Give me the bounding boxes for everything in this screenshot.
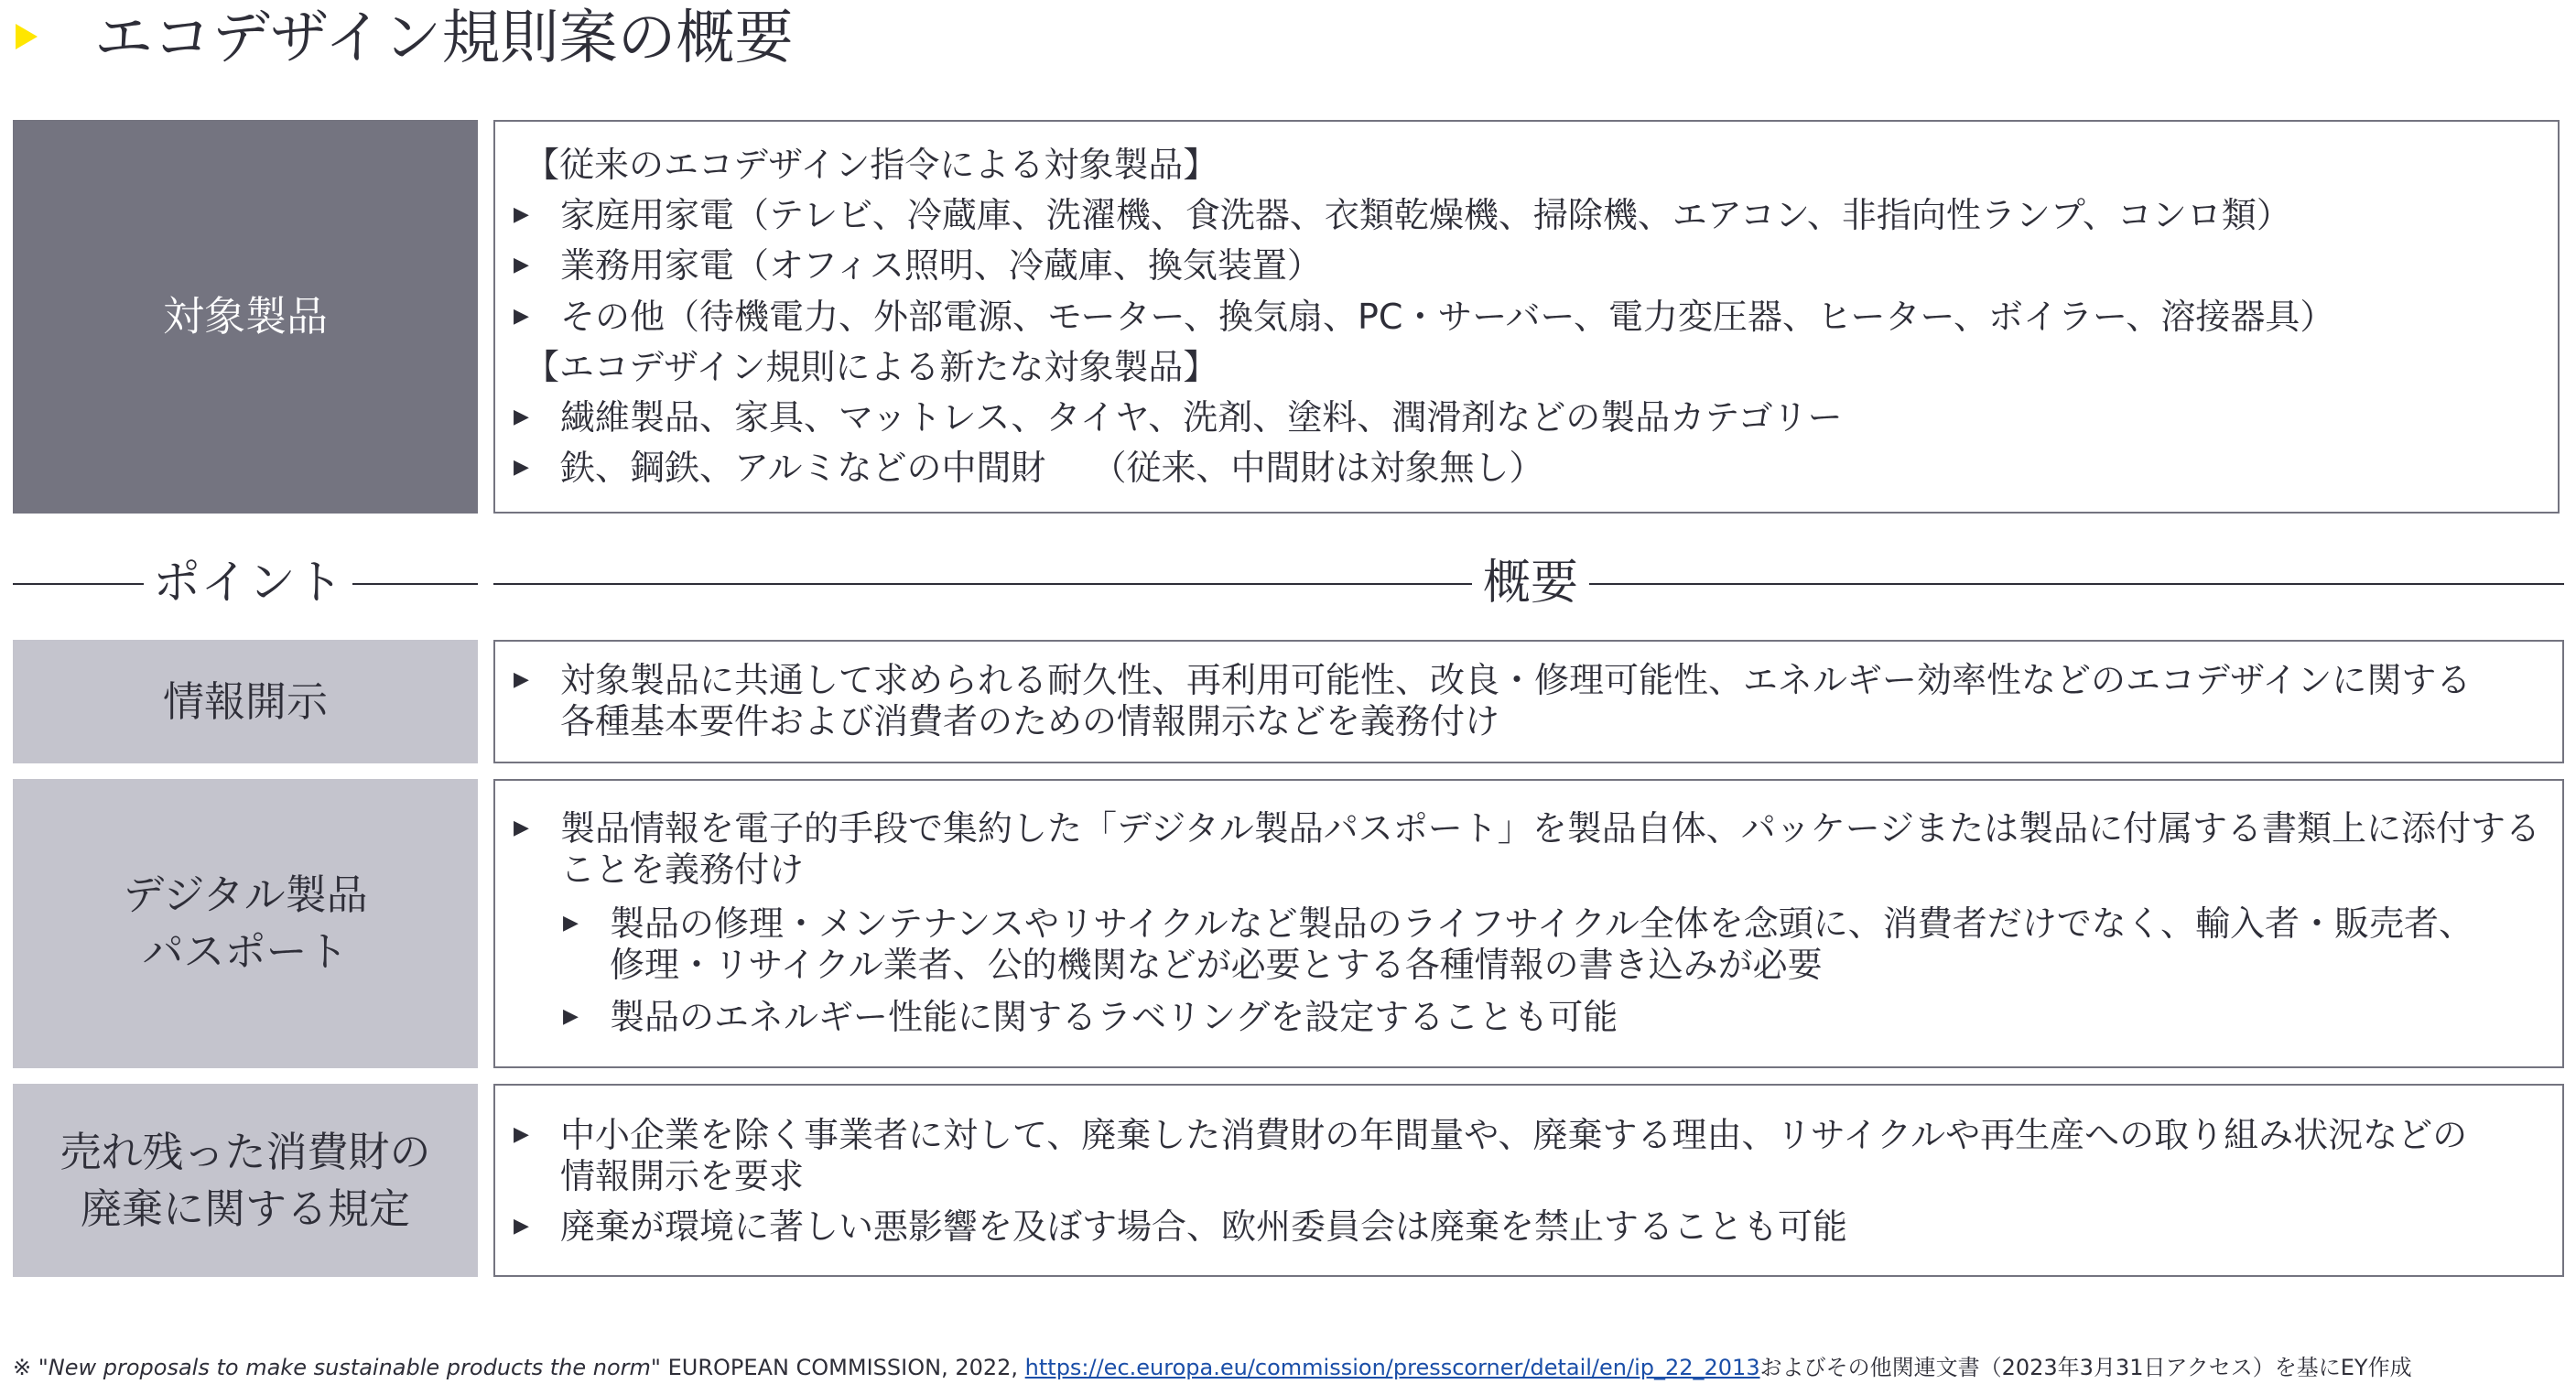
title-marker-icon xyxy=(16,24,38,49)
info-disclosure-content xyxy=(493,640,2564,763)
bullet-icon: ▶ xyxy=(514,668,529,691)
bullet-icon: ▶ xyxy=(514,203,529,226)
sub-bullet-icon: ▶ xyxy=(563,912,579,935)
bullet-icon: ▶ xyxy=(514,1215,529,1238)
target-products-label: 対象製品 xyxy=(13,120,478,514)
target-heading-new: 【エコデザイン規則による新たな対象製品】 xyxy=(525,347,1218,387)
footnote xyxy=(13,1351,2412,1384)
list-item: 鉄、鋼鉄、アルミなどの中間財 （従来、中間財は対象無し） xyxy=(560,448,1544,488)
list-item: 対象製品に共通して求められる耐久性、再利用可能性、改良・修理可能性、エネルギー効率性などのエコデザインに関する xyxy=(560,660,2472,700)
list-item-continuation: 各種基本要件および消費者のための情報開示などを義務付け xyxy=(560,701,1500,741)
list-item: その他（待機電力、外部電源、モーター、換気扇、PC・サーバー、電力変圧器、ヒーター、ボイラー、溶接器具） xyxy=(560,297,2335,337)
sub-bullet-icon: ▶ xyxy=(563,1005,579,1028)
info-disclosure-label: 情報開示 xyxy=(13,640,478,763)
footnote-suffix: およびその他関連文書（2023年3月31日アクセス）を基にEY作成 xyxy=(1759,1355,2412,1380)
sub-list-item-continuation: 修理・リサイクル業者、公的機関などが必要とする各種情報の書き込みが必要 xyxy=(610,945,1823,985)
sub-list-item: 製品の修理・メンテナンスやリサイクルなど製品のライフサイクル全体を念頭に、消費者だけでなく、輸入者・販売者、 xyxy=(610,903,2474,944)
bullet-icon: ▶ xyxy=(514,406,529,428)
list-item: 廃棄が環境に著しい悪影響を及ぼす場合、欧州委員会は廃棄を禁止することも可能 xyxy=(560,1206,1848,1247)
target-heading-legacy: 【従来のエコデザイン指令による対象製品】 xyxy=(525,145,1218,185)
unsold-goods-content xyxy=(493,1084,2564,1277)
unsold-goods-label: 売れ残った消費財の 廃棄に関する規定 xyxy=(13,1084,478,1277)
list-item: 製品情報を電子的手段で集約した「デジタル製品パスポート」を製品自体、パッケージまたは製品に付属する書類上に添付する xyxy=(560,808,2540,849)
list-item: 業務用家電（オフィス照明、冷蔵庫、換気装置） xyxy=(560,245,1322,286)
list-item-continuation: 情報開示を要求 xyxy=(560,1156,805,1196)
bullet-icon: ▶ xyxy=(514,456,529,479)
summary-header: 概要 xyxy=(1472,554,1589,612)
digital-passport-content xyxy=(493,779,2564,1068)
list-item: 繊維製品、家具、マットレス、タイヤ、洗剤、塗料、潤滑剤などの製品カテゴリー xyxy=(560,397,1843,438)
list-item: 家庭用家電（テレビ、冷蔵庫、洗濯機、食洗器、衣類乾燥機、掃除機、エアコン、非指向性ランプ、コンロ類） xyxy=(560,195,2291,235)
page-title: エコデザイン規則案の概要 xyxy=(94,5,794,72)
bullet-icon: ▶ xyxy=(514,254,529,276)
bullet-icon: ▶ xyxy=(514,1123,529,1146)
digital-passport-label: デジタル製品 パスポート xyxy=(13,779,478,1068)
footnote-title: "New proposals to make sustainable products the norm" xyxy=(38,1355,661,1380)
bullet-icon: ▶ xyxy=(514,816,529,839)
target-products-content xyxy=(493,120,2560,514)
bullet-icon: ▶ xyxy=(514,305,529,328)
footnote-prefix: ※ xyxy=(13,1355,38,1380)
footnote-link[interactable]: https://ec.europa.eu/commission/presscorner/detail/en/ip_22_2013 xyxy=(1024,1355,1760,1380)
sub-list-item: 製品のエネルギー性能に関するラベリングを設定することも可能 xyxy=(610,997,1618,1037)
list-item-continuation: ことを義務付け xyxy=(560,849,805,890)
footnote-source: EUROPEAN COMMISSION, 2022, xyxy=(660,1355,1025,1380)
list-item: 中小企業を除く事業者に対して、廃棄した消費財の年間量や、廃棄する理由、リサイクルや再生産への取り組み状況などの xyxy=(560,1115,2468,1155)
point-header: ポイント xyxy=(144,554,352,612)
